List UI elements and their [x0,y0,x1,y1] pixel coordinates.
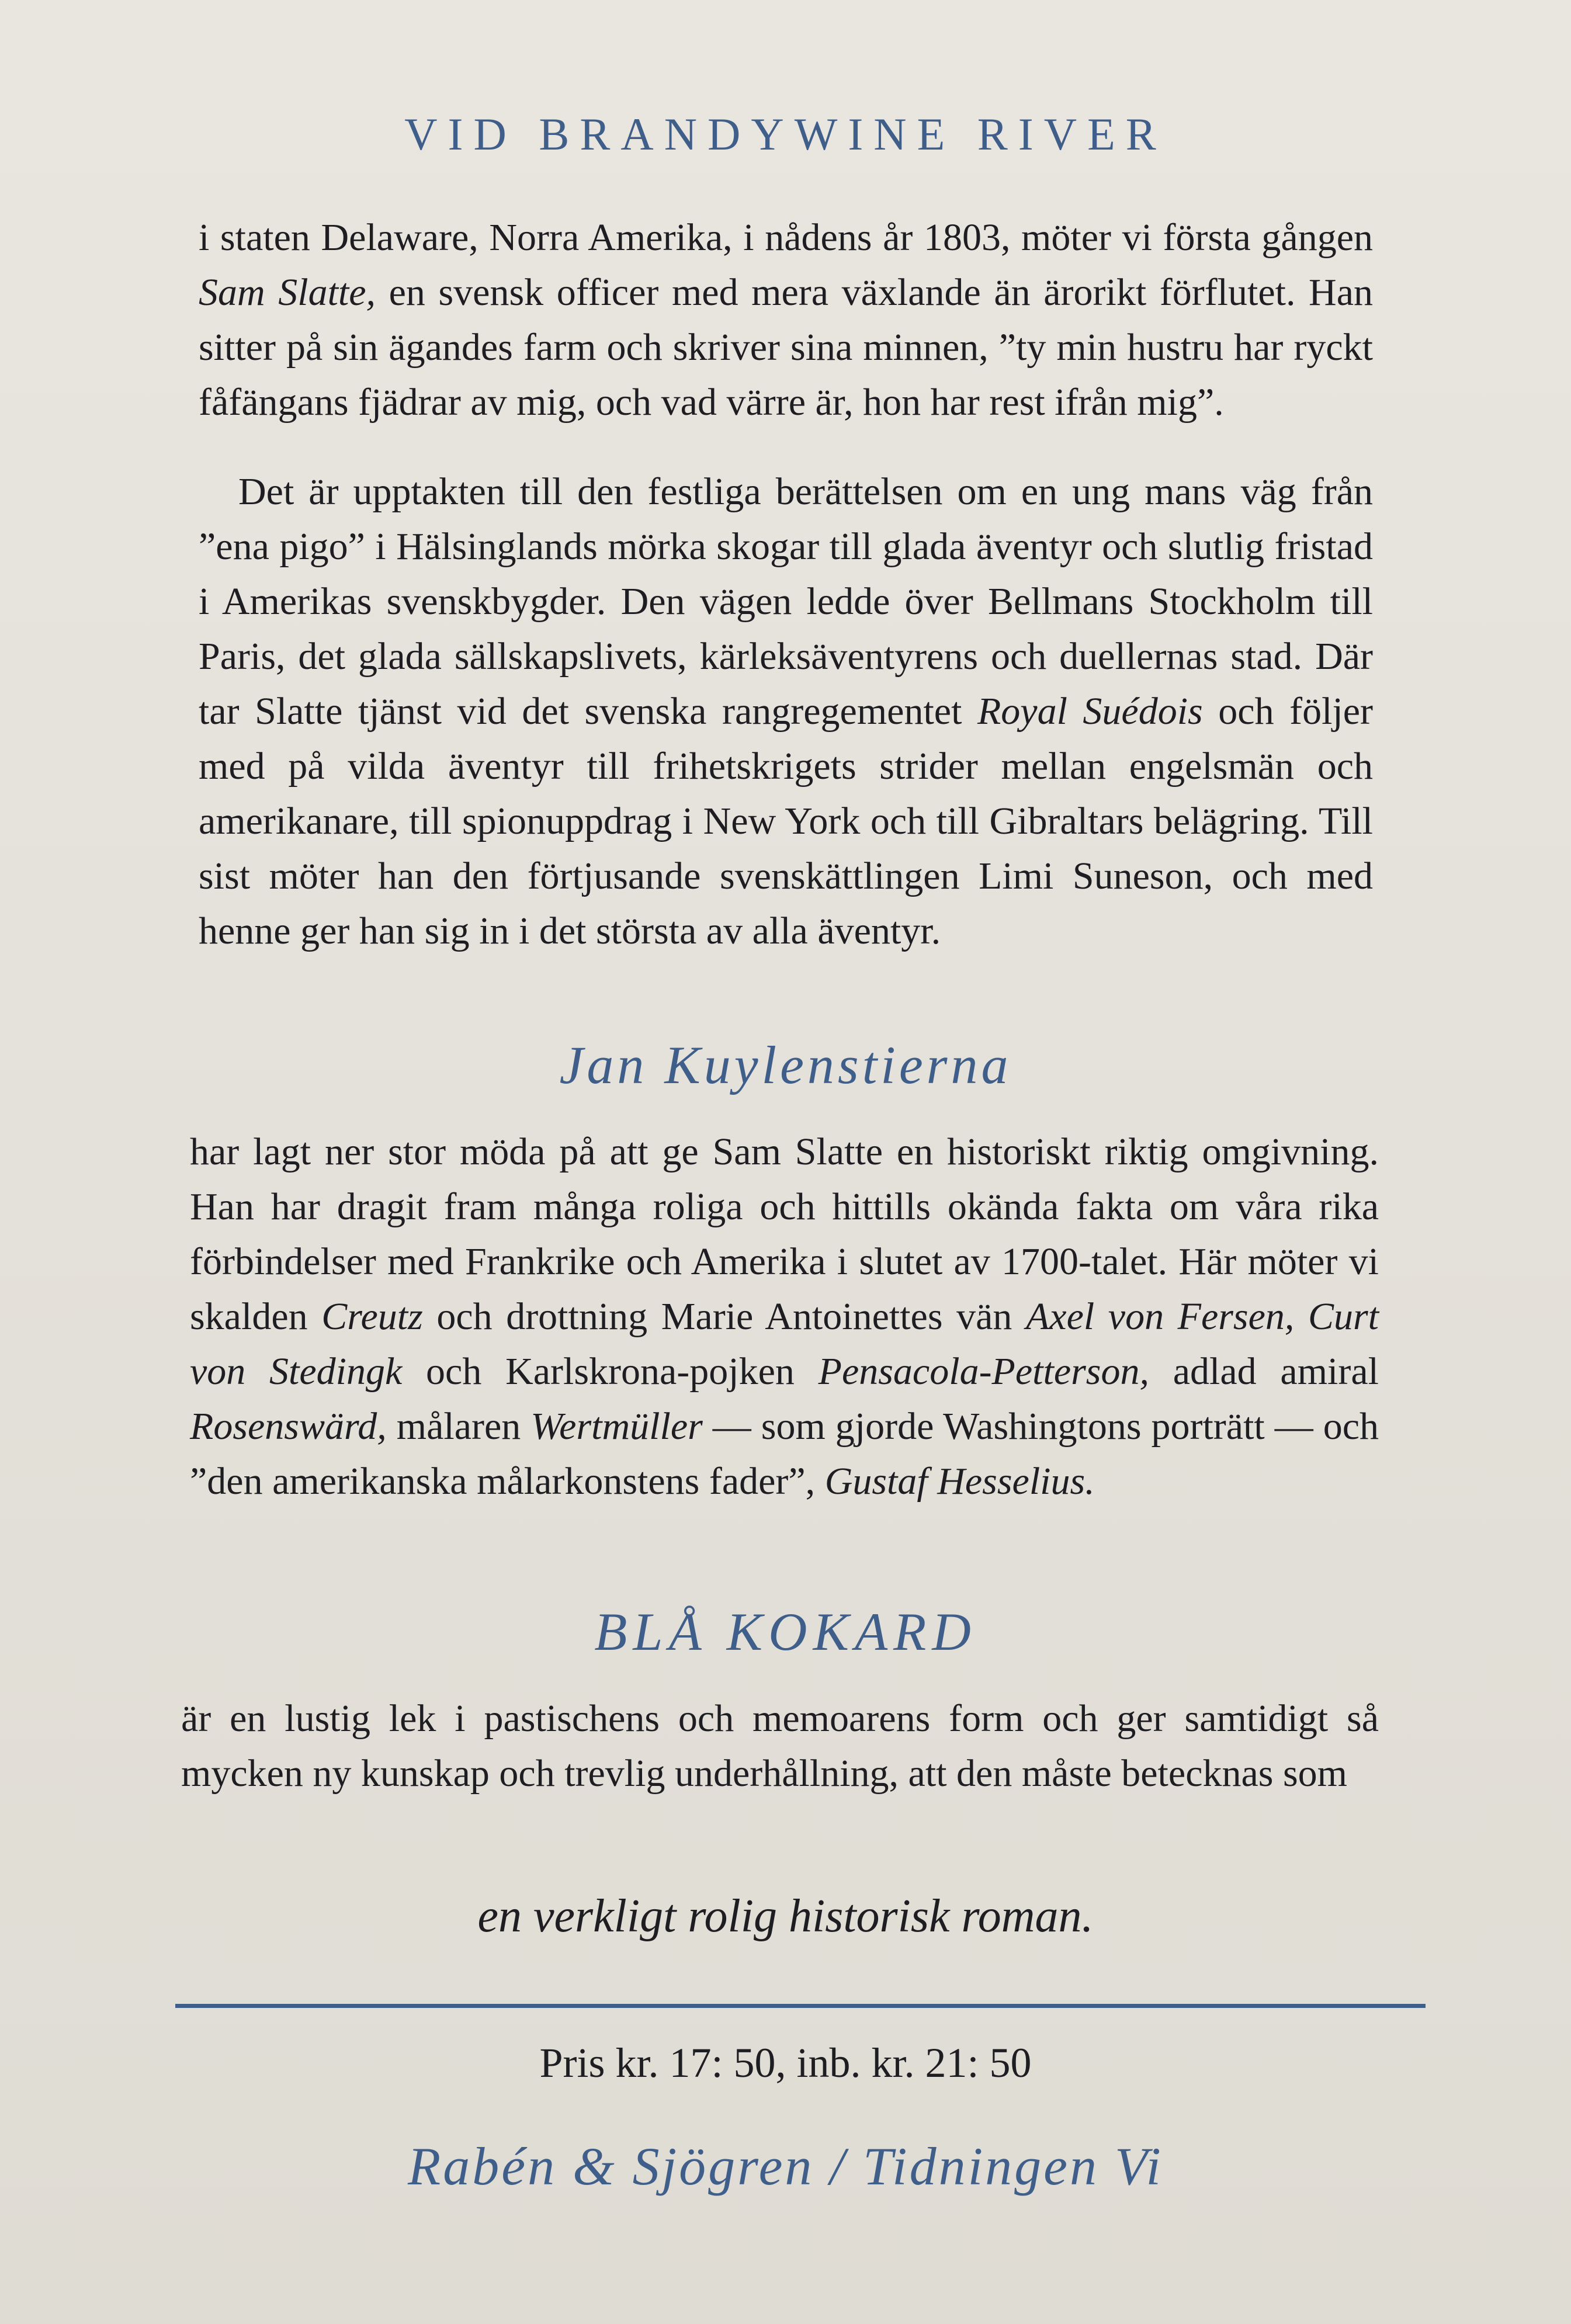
author-italic-3: Pensacola-Petterson, [818,1350,1149,1393]
author-italic-5: Wertmüller [530,1405,703,1448]
author-italic-1: Creutz [321,1295,423,1338]
author-italic-6: Gustaf Hesselius. [824,1460,1095,1503]
author-text-5: målaren [386,1405,531,1448]
publisher: Rabén & Sjögren / Tidningen Vi [408,2136,1163,2196]
author-text-1: har lagt ner stor möda på att ge Sam Slatte en historiskt riktig omgivning. Han har dragit fram många roliga och hittills okända fakta om våra rika förbindelser med Frankrike och Amerika i slutet av 1700-talet. Här möter vi skalden [190,1130,1379,1338]
heading: VID BRANDYWINE RIVER [404,109,1167,159]
author-paragraph [190,1125,1379,1509]
summary-text: är en lustig lek i pastischens och memoarens form och ger samtidigt så mycken ny kunskap och trevlig underhållning, att den måste betecknas som [181,1697,1379,1795]
author-italic-2: Axel von Fersen, Curt von Stedingk [190,1295,1379,1393]
author-text-4: adlad amiral [1149,1350,1379,1393]
author-text-2: och drottning Marie Antoinettes vän [422,1295,1026,1338]
summary-paragraph [181,1691,1379,1801]
intro-italic-1: Sam Slatte, [199,271,376,314]
story-paragraph [199,464,1373,959]
book-title: BLÅ KOKARD [594,1602,977,1662]
story-italic-1: Royal Suédois [977,690,1203,733]
intro-text-1: i staten Delaware, Norra Amerika, i nådens år 1803, möter vi första gången [199,216,1373,259]
story-text-2: och följer med på vilda äventyr till frihetskrigets strider mellan engelsmän och amerikanare, till spionuppdrag i New York och till Gibraltars belägring. Till sist möter han den förtjusande svenskättlingen Limi Suneson, och med henne ger han sig in i det största av alla äventyr. [199,690,1374,952]
divider [175,2004,1426,2008]
author-text-6: — som gjorde Washingtons porträtt — och ”den amerikanska målarkonstens fader”, [190,1405,1379,1503]
intro-paragraph [199,210,1373,430]
tagline: en verkligt rolig historisk roman. [477,1891,1094,1942]
author-text-3: och Karlskrona-pojken [402,1350,819,1393]
intro-text-2: en svensk officer med mera växlande än ärorikt förflutet. Han sitter på sin ägandes farm och skriver sina minnen, ”ty min hustru har ryckt fåfängans fjädrar av mig, och vad värre är, hon har rest ifrån mig”. [199,271,1374,424]
price: Pris kr. 17: 50, inb. kr. 21: 50 [539,2039,1032,2086]
author-name: Jan Kuylenstierna [559,1035,1012,1095]
author-italic-4: Rosenswärd, [190,1405,387,1448]
story-text-1: Det är upptakten till den festliga berättelsen om en ung mans väg från ”ena pigo” i Hälsinglands mörka skogar till glada äventyr och slutlig fristad i Amerikas svenskbygder. Den vägen ledde över Bellmans Stockholm till Paris, det glada sällskapslivets, kärleksäventyrens och duellernas stad. Där tar Slatte tjänst vid det svenska rangregementet [199,470,1373,733]
